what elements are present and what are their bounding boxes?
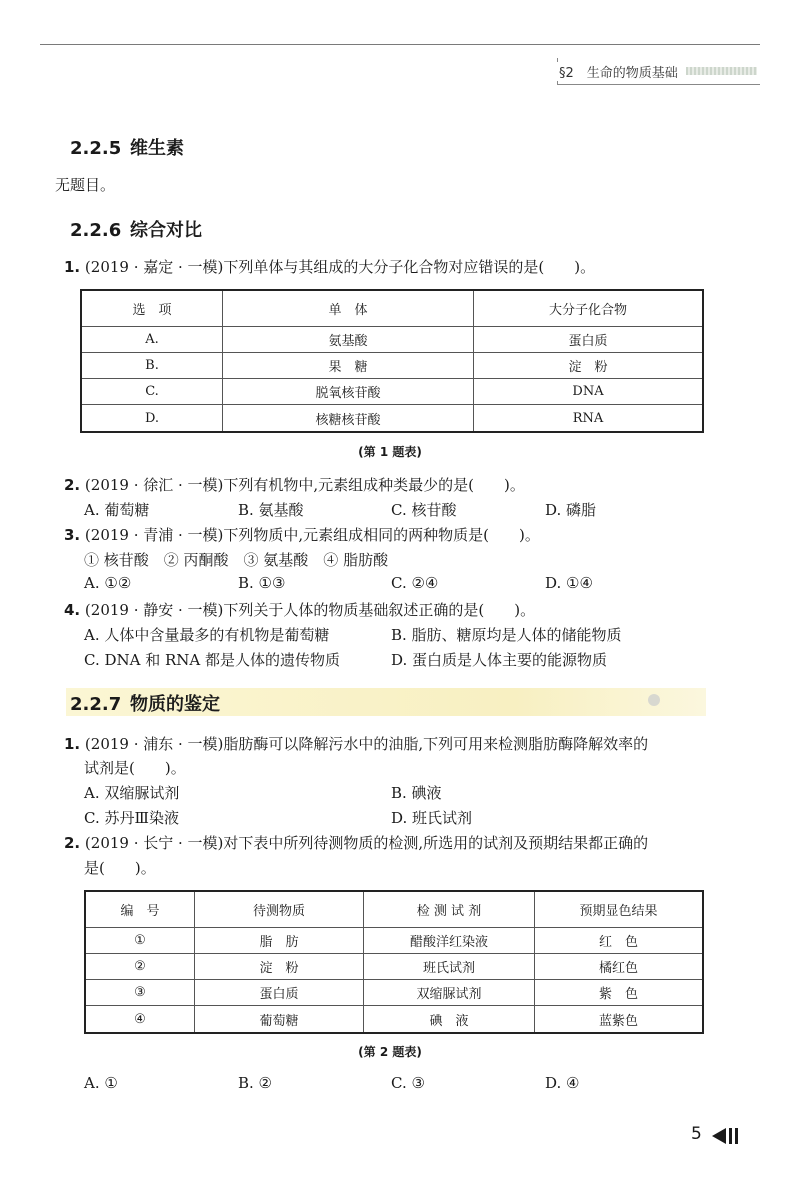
- table-cell: B.: [81, 352, 223, 378]
- table-cell: 醋酸洋红染液: [364, 927, 535, 953]
- table-cell: ②: [85, 953, 195, 979]
- section-heading-2-2-5: 2.2.5 维生素: [70, 138, 184, 159]
- table-cell: 核糖核苷酸: [223, 405, 474, 432]
- table-cell: 蛋白质: [474, 326, 704, 352]
- running-head-text: §2 生命的物质基础: [557, 62, 686, 81]
- top-rule: [40, 44, 760, 45]
- question-3-items: ① 核苷酸 ② 丙酮酸 ③ 氨基酸 ④ 脂肪酸: [84, 551, 389, 569]
- option-d: D. 班氏试剂: [391, 809, 473, 827]
- table-header: 选 项: [81, 290, 223, 326]
- table-cell: RNA: [474, 405, 704, 432]
- section-heading-2-2-6: 2.2.6 综合对比: [70, 220, 202, 241]
- table-cell: 双缩脲试剂: [364, 980, 535, 1006]
- table-header: 待测物质: [195, 891, 364, 927]
- table-cell: 淀 粉: [474, 352, 704, 378]
- table-row: [85, 927, 703, 953]
- option-b: B. 脂肪、糖原均是人体的储能物质: [391, 626, 622, 644]
- option-b: B. 氨基酸: [238, 501, 304, 519]
- table-cell: 氨基酸: [223, 326, 474, 352]
- option-c: C. 苏丹Ⅲ染液: [84, 809, 179, 827]
- option-d: D. 磷脂: [545, 501, 597, 519]
- option-a: A. 人体中含量最多的有机物是葡萄糖: [84, 626, 330, 644]
- option-b: B. ②: [238, 1074, 273, 1092]
- question-2-table: [84, 890, 704, 1034]
- table-row: [85, 1006, 703, 1033]
- table-cell: 果 糖: [223, 352, 474, 378]
- table-cell: D.: [81, 405, 223, 432]
- option-c: C. ③: [391, 1074, 425, 1092]
- option-c: C. DNA 和 RNA 都是人体的遗传物质: [84, 651, 341, 669]
- question-2-2-7-2: 2. (2019 · 长宁 · 一模)对下表中所列待测物质的检测,所选用的试剂及预期结果都正确的: [64, 834, 649, 852]
- table-cell: ③: [85, 980, 195, 1006]
- question-2-2-7-1: 1. (2019 · 浦东 · 一模)脂肪酶可以降解污水中的油脂,下列可用来检测脂肪酶降解效率的: [64, 735, 649, 753]
- table-header: 编 号: [85, 891, 195, 927]
- table-row: [81, 379, 703, 405]
- table-cell: 蛋白质: [195, 980, 364, 1006]
- running-head-bottom-rule: [557, 84, 760, 85]
- table-row: [81, 405, 703, 432]
- table-header: 预期显色结果: [535, 891, 704, 927]
- table-1-caption: (第 1 题表): [358, 445, 422, 459]
- table-2-caption: (第 2 题表): [358, 1045, 422, 1059]
- question-2-2-6-4: 4. (2019 · 静安 · 一模)下列关于人体的物质基础叙述正确的是( )。: [64, 601, 536, 619]
- question-1-table: [80, 289, 704, 433]
- table-cell: 碘 液: [364, 1006, 535, 1033]
- table-cell: 班氏试剂: [364, 953, 535, 979]
- question-2-2-6-2: 2. (2019 · 徐汇 · 一模)下列有机物中,元素组成种类最少的是( )。: [64, 476, 525, 494]
- question-2-2-6-3: 3. (2019 · 青浦 · 一模)下列物质中,元素组成相同的两种物质是( )。: [64, 526, 540, 544]
- table-cell: 红 色: [535, 927, 704, 953]
- option-c: C. ②④: [391, 574, 439, 592]
- table-cell: A.: [81, 326, 223, 352]
- table-row: [81, 352, 703, 378]
- option-d: D. ④: [545, 1074, 580, 1092]
- decorative-dot: [648, 694, 660, 706]
- table-cell: 淀 粉: [195, 953, 364, 979]
- section-heading-2-2-7: 2.2.7 物质的鉴定: [70, 694, 220, 715]
- option-a: A. ①: [84, 1074, 118, 1092]
- table-row: [81, 326, 703, 352]
- running-head: [557, 58, 757, 84]
- question-2-2-7-2-line2: 是( )。: [84, 859, 156, 877]
- section-2-2-5-body: 无题目。: [55, 176, 116, 194]
- option-a: A. 双缩脲试剂: [84, 784, 180, 802]
- table-cell: 蓝紫色: [535, 1006, 704, 1033]
- table-row: [85, 953, 703, 979]
- option-b: B. ①③: [238, 574, 286, 592]
- option-a: A. ①②: [84, 574, 132, 592]
- table-cell: DNA: [474, 379, 704, 405]
- page-marker-icon: [710, 1126, 746, 1146]
- table-header: 单 体: [223, 290, 474, 326]
- table-row: [85, 980, 703, 1006]
- table-cell: ①: [85, 927, 195, 953]
- running-head-bar: [686, 67, 757, 75]
- option-d: D. 蛋白质是人体主要的能源物质: [391, 651, 608, 669]
- table-cell: 橘红色: [535, 953, 704, 979]
- option-b: B. 碘液: [391, 784, 442, 802]
- table-cell: C.: [81, 379, 223, 405]
- table-cell: ④: [85, 1006, 195, 1033]
- option-d: D. ①④: [545, 574, 593, 592]
- table-cell: 脱氧核苷酸: [223, 379, 474, 405]
- question-2-2-7-1-line2: 试剂是( )。: [84, 759, 186, 777]
- option-c: C. 核苷酸: [391, 501, 457, 519]
- table-cell: 脂 肪: [195, 927, 364, 953]
- table-cell: 葡萄糖: [195, 1006, 364, 1033]
- table-header: 大分子化合物: [474, 290, 704, 326]
- table-cell: 紫 色: [535, 980, 704, 1006]
- option-a: A. 葡萄糖: [84, 501, 150, 519]
- question-2-2-6-1: 1. (2019 · 嘉定 · 一模)下列单体与其组成的大分子化合物对应错误的是( )。: [64, 258, 596, 276]
- table-header: 检 测 试 剂: [364, 891, 535, 927]
- page-number: 5: [691, 1124, 702, 1144]
